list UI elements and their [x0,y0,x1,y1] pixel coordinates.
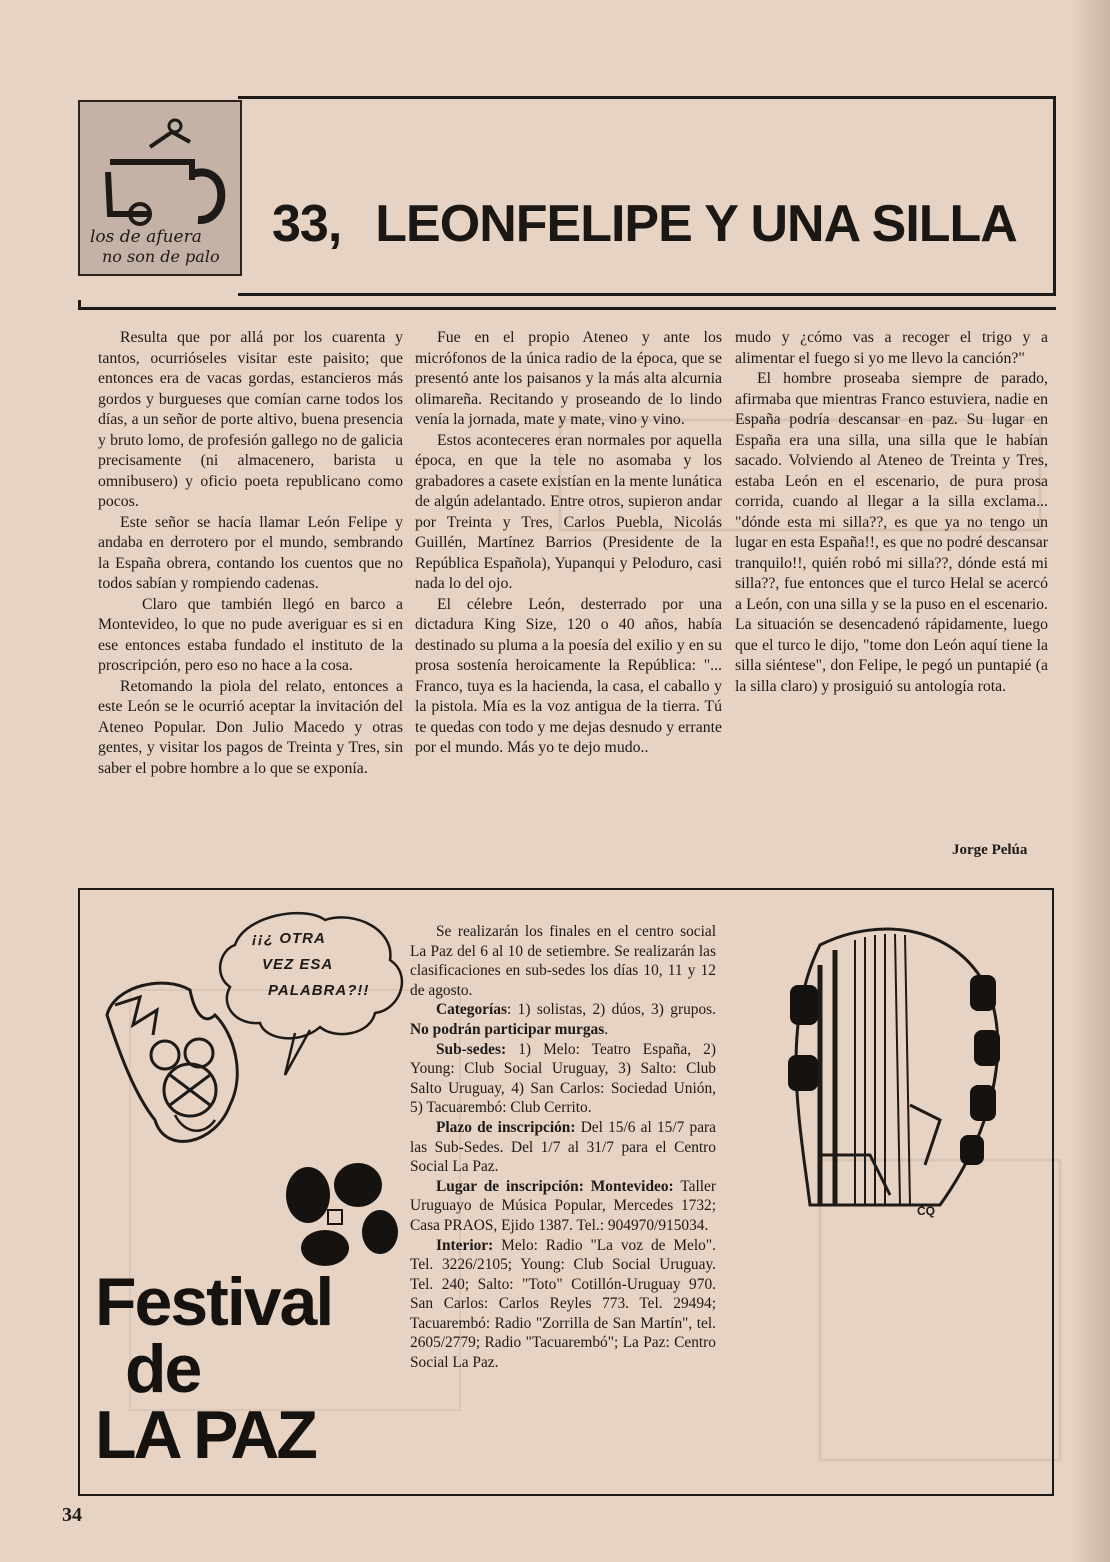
headline-text: LEONFELIPE Y UNA SILLA [375,195,1017,253]
tractor-logo-icon [80,102,242,276]
article-paragraph: Retomando la piola del relato, entonces a este León se le ocurrió aceptar la invitación del Ateneo Popular. Don Julio Macedo y otras gentes, y visitar los pagos de Treinta y Tres, sin saber el pobre hombre a lo que se exponía. [98,677,403,777]
categories-text: : 1) solistas, 2) dúos, 3) grupos. [506,1001,716,1019]
plazo-text: Del 15/6 al 15/7 para las Sub-Sedes. Del 1/7 al 31/7 para el Centro Social La Paz. [410,1118,717,1176]
bubble-line-1: ¡¡¿ OTRA [252,930,326,947]
subsedes-text: 1) Melo: Teatro España, 2) Young: Club Social Uruguay, 3) Salto: Club Salto Uruguay, 4) San Carlos: Sociedad Unión, 5) Tacuarembó: Club Cerrito. [410,1040,716,1117]
article-column-1 [98,328,403,779]
article-headline [272,192,1052,256]
festival-details [410,922,716,1373]
article-paragraph: Estos aconteceres eran normales por aquella época, en que la tele no asomaba y los grabadores a casete existían en la mente lunática de algún adelantado. Entre otros, supieron andar por Treinta y Tres, Carlos Puebla, Nicolás Guillén, Martínez Barrios (Presidente de la República Española), Yupanqui y Peloduro, casi nada lo del ojo. [415,431,722,592]
article-paragraph: Resulta que por allá por los cuarenta y tantos, ocurrióseles visitar este paisito; que entonces era de vacas gordas, estancieros más gordos y burgueses que comían carne todos los días, a un señor de porte altivo, buena presencia y bruto lomo, de profesión gallego no de galicia precisamente (ni almacenero, barista u omnibusero) y oficio poeta republicano como pocos. [98,329,403,510]
illustrator-signature: CQ [917,1204,935,1218]
article-paragraph: El célebre León, desterrado por una dictadura King Size, 120 o 40 años, había destinado su pluma a la poesía del exilio y en su prosa sostenía heroicamente la República: "... Franco, tuya es la hacienda, la casa, el caballo y la pistola. Mía es la voz antigua de la tierra. Tú te quedas con todo y me dejas desnudo y errante por el mundo. Más yo te dejo mudo.. [415,595,722,756]
no-murgas-label: No podrán participar murgas [410,1020,605,1038]
festival-title-line2: de [125,1331,201,1407]
article-column-3 [735,328,1048,697]
article-paragraph: Claro que también llegó en barco a Montevideo, lo que no pude averiguar es si en ese entonces estaba fundado el instituto de la proscripción, pero eso no hace a la cosa. [98,595,403,674]
lugar-label: Lugar de inscripción: Montevideo: [436,1177,674,1195]
festival-title-line3: LA PAZ [95,1397,315,1473]
article-paragraph: mudo y ¿cómo vas a recoger el trigo y a alimentar el fuego si yo me llevo la canción?" [735,329,1048,367]
festival-lugar [410,1177,716,1236]
article-paragraph: Este señor se hacía llamar León Felipe y andaba en derrotero por el mundo, sembrando la España obrera, contando los cuentos que no todos sabían y rompiendo cadenas. [98,513,403,592]
interior-text: Melo: Radio "La voz de Melo". Tel. 3226/2105; Young: Club Social Uruguay. Tel. 240; Salto: "Toto" Cotillón-Uruguay 970. San Carlos: Carlos Reyles 773. Tel. 29494; Tacuarembó: Radio "Zorrilla de San Martín", tel. 2605/2779; Radio "Tacuarembó"; La Paz: Centro Social La Paz. [410,1236,716,1372]
flower-icon [280,1160,400,1270]
no-murgas-end: . [604,1020,609,1038]
festival-interior [410,1236,716,1373]
article-author: Jorge Pelúa [952,842,1028,858]
headline-number: 33, [272,195,342,253]
festival-title [95,1264,395,1473]
title-underline [78,300,1056,310]
page-edge-shadow [1070,0,1110,1562]
article-paragraph: El hombre proseaba siempre de parado, afirmaba que mientras Franco estuviera, nadie en España podría descansar en paz. Su lugar en España era una silla, una silla que le habían sacado. Volviendo al Ateneo de Treinta y Tres, estaba León en el escenario, de pura prosa corrida, cuando al llegar a la silla exclama... "dónde esta mi silla??, es que ya no tengo un lugar en esta España!!, es que no podré descansar tranquilo!!, quién robó mi silla??, dónde está mi silla??, fue entonces que el turco Helal se acercó a León, con una silla y se la puso en el escenario. La situación se desencadenó rápidamente, luego que el turco le dijo, "tome don León aquí tiene la silla siéntese", don Felipe, le pegó un puntapié (a la silla claro) y prosiguió su antología rota. [735,370,1048,695]
guitar-headstock-illustration [760,905,1040,1235]
section-logo [78,100,242,276]
bubble-line-3: PALABRA?!! [268,982,370,999]
logo-caption-line2: no son de palo [102,247,220,266]
page-number: 34 [62,1504,82,1526]
plazo-label: Plazo de inscripción: [436,1118,576,1136]
festival-plazo [410,1118,716,1177]
interior-label: Interior: [436,1236,494,1254]
festival-title-line1: Festival [95,1264,333,1340]
categories-label: Categorías [436,1001,507,1019]
lugar-text: Taller Uruguayo de Música Popular, Mercedes 1732; Casa PRAOS, Ejido 1387. Tel.: 904970/915034. [410,1177,716,1234]
subsedes-label: Sub-sedes: [436,1040,507,1058]
article-paragraph: Fue en el propio Ateneo y ante los micrófonos de la única radio de la época, que se presentó ante los paisanos y la más alta alcurnia olimareña. Recitando y proseando de lo lindo venía la jornada, mate y mate, vino y vino. [415,329,722,428]
bubble-line-2: VEZ ESA [262,956,334,973]
festival-intro: Se realizarán los finales en el centro social La Paz del 6 al 10 de setiembre. Se realizarán las clasificaciones en sub-sedes los días 10, 11 y 12 de agosto. [410,923,716,999]
article-column-2 [415,328,722,759]
festival-subsedes [410,1040,716,1118]
logo-caption-line1: los de afuera [90,227,202,247]
festival-categories [410,1000,716,1039]
